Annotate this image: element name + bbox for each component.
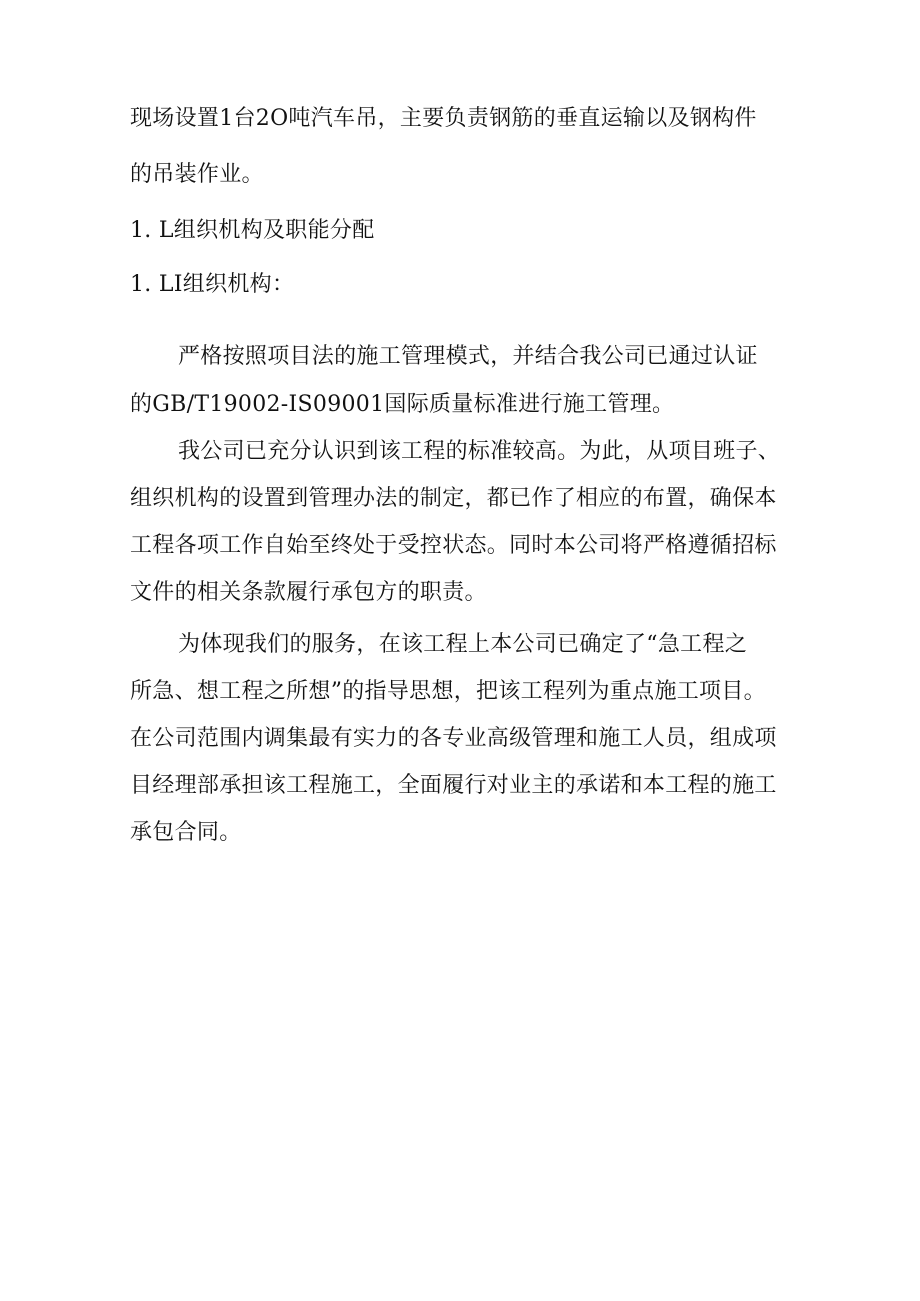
paragraph-4-line-3: 在公司范围内调集最有实力的各专业高级管理和施工人员，组成项 [130, 726, 777, 751]
paragraph-3-line-3: 工程各项工作自始至终处于受控状态。同时本公司将严格遵循招标 [130, 533, 777, 558]
paragraph-2-line-1: 严格按照项目法的施工管理模式，并结合我公司已通过认证 [178, 344, 758, 369]
subsection-heading: 1. LI组织机构： [130, 272, 295, 297]
paragraph-3-line-4: 文件的相关条款履行承包方的职责。 [130, 580, 487, 605]
paragraph-1-line-1: 现场设置1台2O吨汽车吊，主要负责钢筋的垂直运输以及钢构件 [130, 106, 757, 131]
paragraph-4-line-1: 为体现我们的服务，在该工程上本公司已确定了“急工程之 [178, 632, 748, 657]
paragraph-3-line-1: 我公司已充分认识到该工程的标准较高。为此，从项目班子、 [178, 439, 781, 464]
paragraph-1-line-2: 的吊装作业。 [130, 162, 264, 187]
paragraph-2-line-2: 的GB/T19002-IS09001国际质量标准进行施工管理。 [130, 392, 675, 417]
paragraph-4-line-5: 承包合同。 [130, 820, 242, 845]
paragraph-4-line-2: 所急、想工程之所想”的指导思想，把该工程列为重点施工项目。 [130, 679, 766, 704]
paragraph-4-line-4: 目经理部承担该工程施工，全面履行对业主的承诺和本工程的施工 [130, 773, 777, 798]
paragraph-3-line-2: 组织机构的设置到管理办法的制定，都已作了相应的布置，确保本 [130, 486, 777, 511]
section-heading: 1. L组织机构及职能分配 [130, 218, 375, 243]
